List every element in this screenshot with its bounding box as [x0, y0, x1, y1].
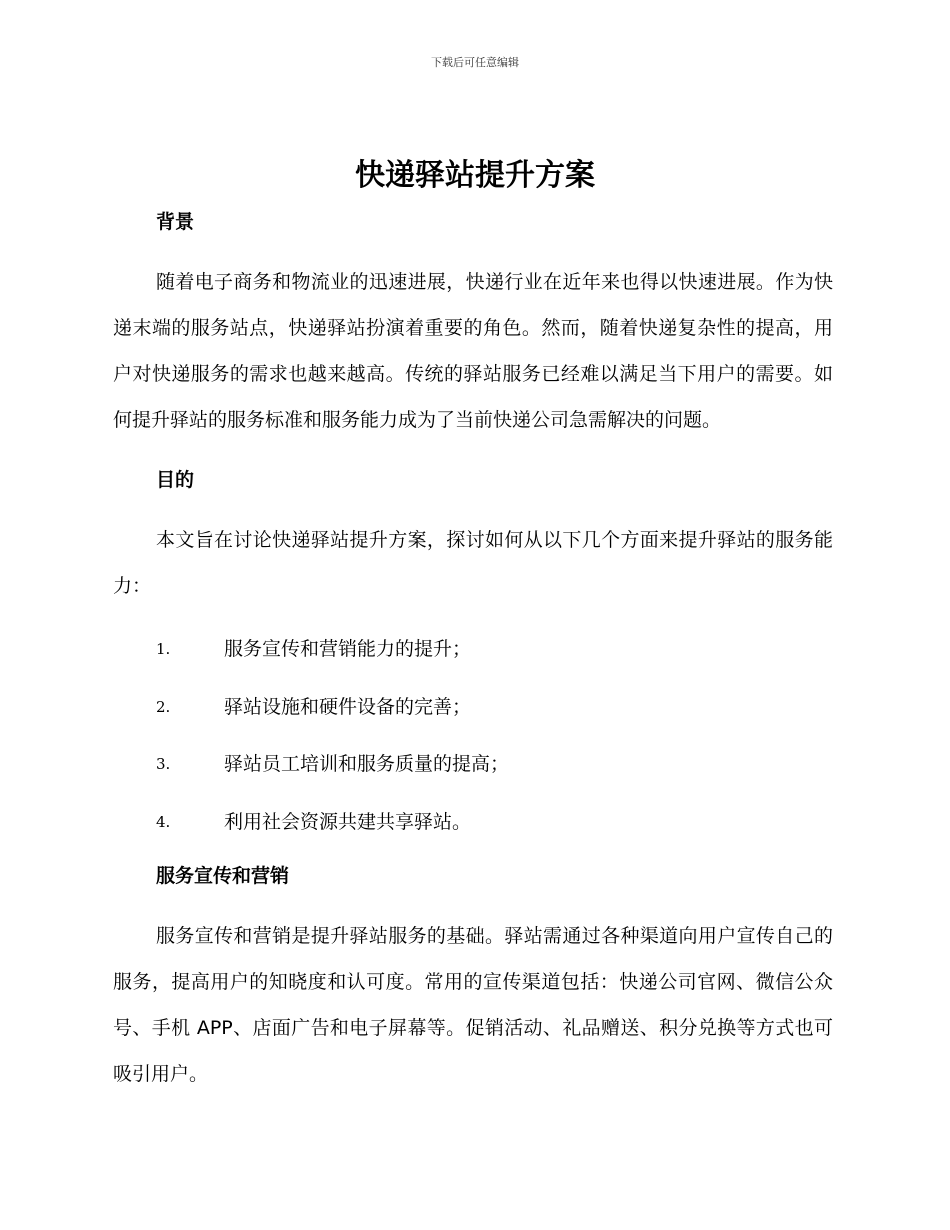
list-item	[113, 744, 833, 802]
list-item-number: 4.	[156, 812, 171, 831]
list-item-text: 服务宣传和营销能力的提升；	[224, 638, 472, 660]
section-heading-marketing: 服务宣传和营销	[156, 865, 290, 887]
list-item-number: 3.	[156, 755, 171, 773]
purpose-paragraph: 本文旨在讨论快递驿站提升方案，探讨如何从以下几个方面来提升驿站的服务能力：	[113, 529, 833, 597]
section-heading-purpose: 目的	[156, 469, 195, 491]
list-item-text: 利用社会资源共建共享驿站。	[224, 810, 472, 833]
section-heading-background: 背景	[156, 211, 195, 233]
improvement-list	[113, 629, 833, 859]
list-item-text: 驿站设施和硬件设备的完善；	[224, 695, 472, 718]
list-item-number: 2.	[156, 697, 171, 716]
background-paragraph: 随着电子商务和物流业的迅速进展，快递行业在近年来也得以快速进展。作为快递末端的服务站点，快递驿站扮演着重要的角色。然而，随着快递复杂性的提高，用户对快递服务的需求也越来越高。传统的驿站服务已经难以满足当下用户的需要。如何提升驿站的服务标准和服务能力成为了当前快递公司急需解决的问题。	[113, 271, 833, 431]
document-body	[113, 205, 833, 1097]
list-item	[113, 687, 833, 745]
list-item-number: 1.	[156, 640, 171, 658]
list-item	[113, 629, 833, 687]
header-note: 下载后可任意编辑	[431, 56, 519, 69]
list-item-text: 驿站员工培训和服务质量的提高；	[224, 753, 510, 775]
document-title: 快递驿站提升方案	[355, 158, 595, 193]
list-item	[113, 802, 833, 860]
marketing-paragraph: 服务宣传和营销是提升驿站服务的基础。驿站需通过各种渠道向用户宣传自己的服务，提高用户的知晓度和认可度。常用的宣传渠道包括：快递公司官网、微信公众号、手机 APP、店面广告和电子屏幕等。促销活动、礼品赠送、积分兑换等方式也可吸引用户。	[113, 925, 833, 1085]
